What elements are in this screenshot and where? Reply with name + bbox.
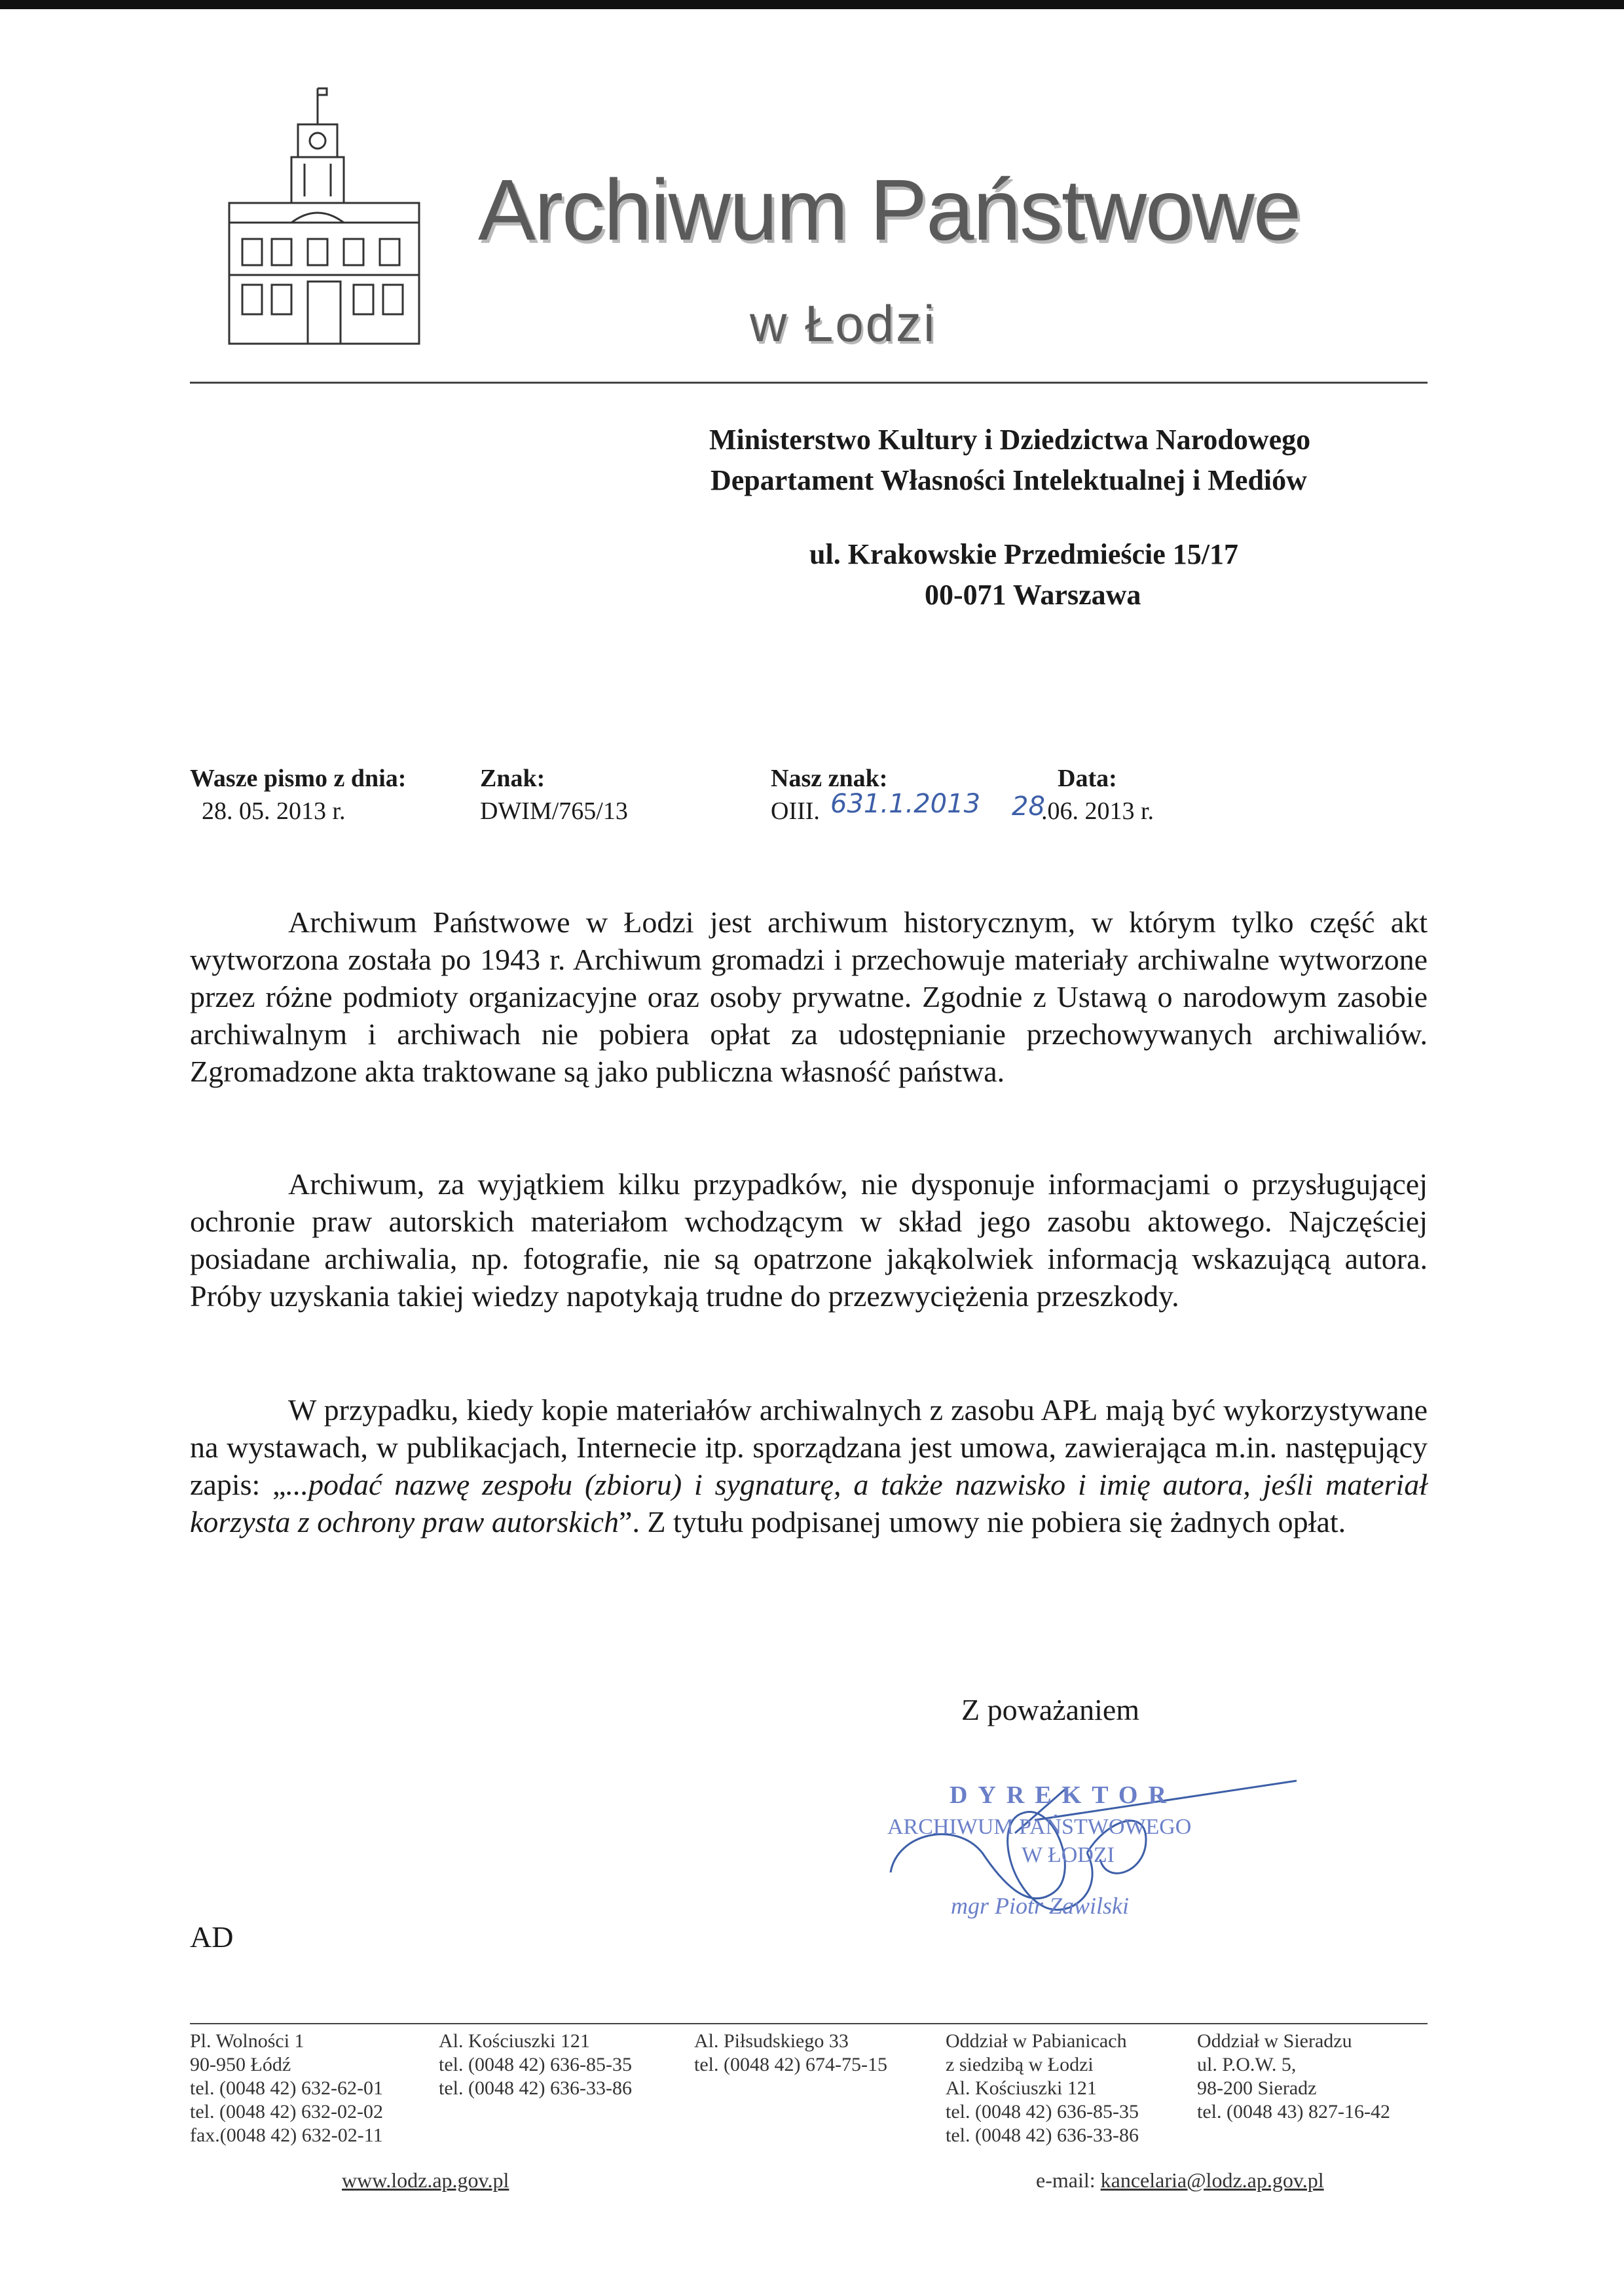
- closing-greeting: Z poważaniem: [961, 1693, 1140, 1726]
- author-initials: AD: [190, 1920, 234, 1954]
- body-paragraph-2: Archiwum, za wyjątkiem kilku przypadków, nie dysponuje informacjami o przysługującej ochronie praw autorskich materiałom wchodzącym w skład jego zasobu aktowego. Najczęściej posiadane archiwalia, np. fotografie, nie są opatrzone jakąkolwiek informacją wskazującą autora. Próby uzyskania takiej wiedzy napotykają trudne do przezwyciężenia przeszkody.: [190, 1167, 1428, 1313]
- our-sign-handwritten: 631.1.2013: [830, 789, 981, 819]
- recipient-department: Departament Własności Intelektualnej i Mediów: [710, 464, 1307, 496]
- header-divider: [190, 382, 1428, 384]
- archive-building-logo: [226, 85, 422, 347]
- sign-label: Znak:: [480, 765, 545, 792]
- scan-top-edge: [0, 0, 1624, 9]
- sign-value: DWIM/765/13: [480, 797, 628, 825]
- email-link[interactable]: kancelaria@lodz.ap.gov.pl: [1100, 2168, 1324, 2192]
- website-link[interactable]: www.lodz.ap.gov.pl: [342, 2168, 509, 2192]
- footer-hq: Pl. Wolności 1 90-950 Łódź tel. (0048 42) 632-62-01 tel. (0048 42) 632-02-02 fax.(0048 42) 632-02-11: [190, 2030, 383, 2146]
- date-handwritten-day: 28: [1012, 792, 1045, 822]
- body-paragraph-3: W przypadku, kiedy kopie materiałów archiwalnych z zasobu APŁ mają być wykorzystywane na wystawach, w publikacjach, Internecie itp. sporządzana jest umowa, zawierająca m.in. następujący zapis: „...podać nazwę zespołu (zbioru) i sygnaturę, a także nazwisko i imię autora, jeśli materiał korzysta z ochrony praw autorskich”. Z tytułu podpisanej umowy nie pobiera się żadnych opłat.: [190, 1393, 1428, 1539]
- body-paragraph-1: Archiwum Państwowe w Łodzi jest archiwum historycznym, w którym tylko część akt wytworzona została po 1943 r. Archiwum gromadzi i przechowuje materiały archiwalne wytworzone przez różne podmioty organizacyjne oraz osoby prywatne. Zgodnie z Ustawą o narodowym zasobie archiwalnym i archiwach nie pobiera opłat za udostępnianie przechowywanych archiwaliów. Zgromadzone akta traktowane są jako publiczna własność państwa.: [190, 905, 1428, 1088]
- your-letter-date: 28. 05. 2013 r.: [202, 797, 346, 825]
- date-printed: .06. 2013 r.: [1041, 797, 1154, 825]
- footer-pilsudskiego: Al. Piłsudskiego 33 tel. (0048 42) 674-75-15: [694, 2030, 887, 2075]
- your-letter-label: Wasze pismo z dnia:: [190, 765, 407, 792]
- footer-divider: [190, 2023, 1428, 2024]
- recipient-ministry: Ministerstwo Kultury i Dziedzictwa Narodowego: [709, 424, 1311, 456]
- archive-title: Archiwum Państwowe: [478, 162, 1301, 258]
- footer-pabianice-branch: Oddział w Pabianicach z siedzibą w Łodzi Al. Kościuszki 121 tel. (0048 42) 636-85-35 tel. (0048 42) 636-33-86: [946, 2030, 1139, 2146]
- stamp-director: DYREKTOR: [950, 1781, 1177, 1809]
- stamp-city: W ŁODZI: [1022, 1843, 1115, 1867]
- stamp-archive: ARCHIWUM PAŃSTWOWEGO: [887, 1815, 1192, 1839]
- footer-sieradz-branch: Oddział w Sieradzu ul. P.O.W. 5, 98-200 Sieradz tel. (0048 43) 827-16-42: [1197, 2030, 1390, 2123]
- our-sign-label: Nasz znak:: [771, 765, 888, 792]
- quoted-clause: ...podać nazwę zespołu (zbioru) i sygnaturę, a także nazwisko i imię autora, jeśli materiał korzysta z ochrony praw autorskich: [190, 1468, 1428, 1539]
- email-line: e-mail: kancelaria@lodz.ap.gov.pl: [1036, 2168, 1324, 2192]
- archive-subtitle: w Łodzi: [750, 295, 937, 352]
- footer-kosciuszki: Al. Kościuszki 121 tel. (0048 42) 636-85-35 tel. (0048 42) 636-33-86: [439, 2030, 632, 2099]
- recipient-street: ul. Krakowskie Przedmieście 15/17: [809, 538, 1239, 570]
- date-label: Data:: [1058, 765, 1117, 792]
- recipient-city: 00-071 Warszawa: [925, 579, 1141, 611]
- signatory-name: mgr Piotr Zawilski: [951, 1893, 1130, 1919]
- our-sign-prefix: OIII.: [771, 797, 820, 825]
